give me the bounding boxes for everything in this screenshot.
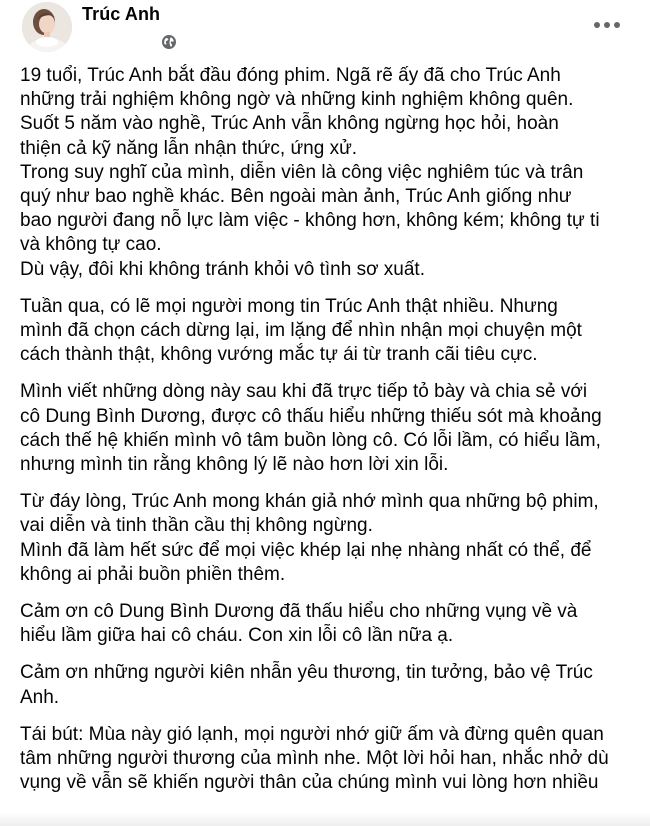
text-line: nhưng mình tin rằng không lý lẽ nào hơn lời xin lỗi. xyxy=(20,454,449,476)
text-line: vai diễn và tinh thần cầu thị không ngừng. xyxy=(20,515,373,537)
text-line: Cảm ơn cô Dung Bình Dương đã thấu hiểu cho những vụng về và xyxy=(20,601,578,623)
text-line: vụng về vẫn sẽ khiến người thân của chúng mình vui lòng hơn nhiều xyxy=(20,772,599,794)
post-paragraph xyxy=(20,600,635,648)
text-line: Mình đã làm hết sức để mọi việc khép lại nhẹ nhàng nhất có thể, để xyxy=(20,539,592,561)
text-line: mình đã chọn cách dừng lại, im lặng để nhìn nhận mọi chuyện một xyxy=(20,320,582,342)
text-line: Cảm ơn những người kiên nhẫn yêu thương, tin tưởng, bảo vệ Trúc xyxy=(20,662,593,684)
text-line: 19 tuổi, Trúc Anh bắt đầu đóng phim. Ngã rẽ ấy đã cho Trúc Anh xyxy=(20,65,561,86)
text-line: những trải nghiệm không ngờ và những kinh nghiệm không quên. xyxy=(20,89,574,111)
text-line: Mình viết những dòng này sau khi đã trực tiếp tỏ bày và chia sẻ với xyxy=(20,381,588,403)
text-line: và không tự cao. xyxy=(20,234,162,256)
more-options-button[interactable] xyxy=(594,16,620,34)
post-paragraph xyxy=(20,295,635,368)
globe-icon[interactable] xyxy=(161,34,177,50)
post-paragraph xyxy=(20,661,635,709)
text-line: không ai phải buồn phiền thêm. xyxy=(20,563,286,585)
text-line: hiểu lầm giữa hai cô cháu. Con xin lỗi cô lần nữa ạ. xyxy=(20,625,454,647)
more-options-icon xyxy=(594,22,600,28)
post-paragraph xyxy=(20,490,635,587)
text-line: Từ đáy lòng, Trúc Anh mong khán giả nhớ mình qua những bộ phim, xyxy=(20,491,599,513)
text-line: Suốt 5 năm vào nghề, Trúc Anh vẫn không ngừng học hỏi, hoàn xyxy=(20,113,559,135)
post-paragraph xyxy=(20,64,635,282)
text-line: quý như bao nghề khác. Bên ngoài màn ảnh, Trúc Anh giống như xyxy=(20,186,572,208)
avatar[interactable] xyxy=(22,2,72,52)
text-line: thiện cả kỹ năng lẫn nhận thức, ứng xử. xyxy=(20,137,358,159)
text-line: Anh. xyxy=(20,686,60,708)
text-line: Trong suy nghĩ của mình, diễn viên là công việc nghiêm túc và trân xyxy=(20,161,584,183)
bottom-fade xyxy=(0,812,650,826)
profile-photo xyxy=(22,2,72,52)
text-line: cách thành thật, không vướng mắc tự ái từ tranh cãi tiêu cực. xyxy=(20,344,538,366)
text-line: cách thế hệ khiến mình vô tâm buồn lòng cô. Có lỗi lầm, có hiểu lầm, xyxy=(20,429,601,451)
text-line: Tuần qua, có lẽ mọi người mong tin Trúc Anh thật nhiều. Nhưng xyxy=(20,295,558,317)
text-line: Tái bút: Mùa này gió lạnh, mọi người nhớ giữ ấm và đừng quên quan xyxy=(20,723,604,745)
post-paragraph xyxy=(20,723,635,796)
post-body xyxy=(20,64,635,808)
text-line: cô Dung Bình Dương, được cô thấu hiểu những thiếu sót mà khoảng xyxy=(20,405,602,427)
author-name[interactable]: Trúc Anh xyxy=(82,4,161,24)
text-line: tâm những người thương của mình nhe. Một lời hỏi han, nhắc nhở dù xyxy=(20,748,609,770)
text-line: bao người đang nỗ lực làm việc - không hơn, không kém; không tự ti xyxy=(20,210,600,232)
text-line: Dù vậy, đôi khi không tránh khỏi vô tình sơ xuất. xyxy=(20,258,425,280)
post-paragraph xyxy=(20,380,635,477)
